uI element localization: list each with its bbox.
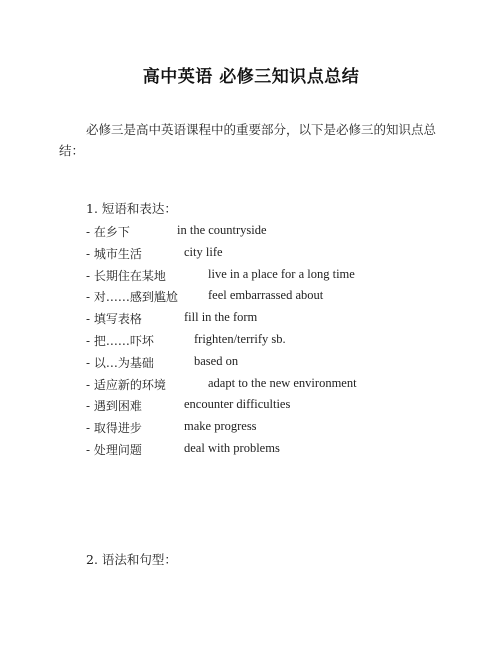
phrase-english: fill in the form xyxy=(184,310,258,325)
phrase-chinese: - 适应新的环境 xyxy=(86,377,166,392)
phrase-english: make progress xyxy=(184,419,257,434)
phrase-chinese: - 长期住在某地 xyxy=(86,268,166,283)
intro-paragraph: 必修三是高中英语课程中的重要部分，以下是必修三的知识点总结： xyxy=(59,122,437,158)
phrase-english: live in a place for a long time xyxy=(208,266,355,281)
phrase-english: city life xyxy=(184,244,223,259)
phrase-chinese: - 城市生活 xyxy=(86,246,142,261)
phrase-english: based on xyxy=(194,353,239,368)
phrase-chinese: - 填写表格 xyxy=(86,312,142,327)
section-heading-phrases: 1. 短语和表达： xyxy=(86,201,177,216)
phrase-english: feel embarrassed about xyxy=(208,288,324,303)
phrase-chinese: - 以…为基础 xyxy=(86,355,154,370)
phrase-english: deal with problems xyxy=(184,440,280,455)
phrase-english: in the countryside xyxy=(177,223,267,237)
phrase-english: adapt to the new environment xyxy=(208,375,357,390)
phrase-english: frighten/terrify sb. xyxy=(194,331,286,346)
phrase-chinese: - 处理问题 xyxy=(86,442,142,457)
phrase-chinese: - 在乡下 xyxy=(86,225,130,239)
document-title: 高中英语 必修三知识点总结 xyxy=(142,67,360,87)
section-heading-grammar: 2. 语法和句型： xyxy=(86,552,177,567)
phrase-chinese: - 把……吓坏 xyxy=(86,333,154,348)
phrase-chinese: - 取得进步 xyxy=(86,421,142,436)
phrase-chinese: - 对……感到尴尬 xyxy=(86,290,178,305)
phrase-english: encounter difficulties xyxy=(184,397,291,412)
phrase-chinese: - 遇到困难 xyxy=(86,399,142,414)
